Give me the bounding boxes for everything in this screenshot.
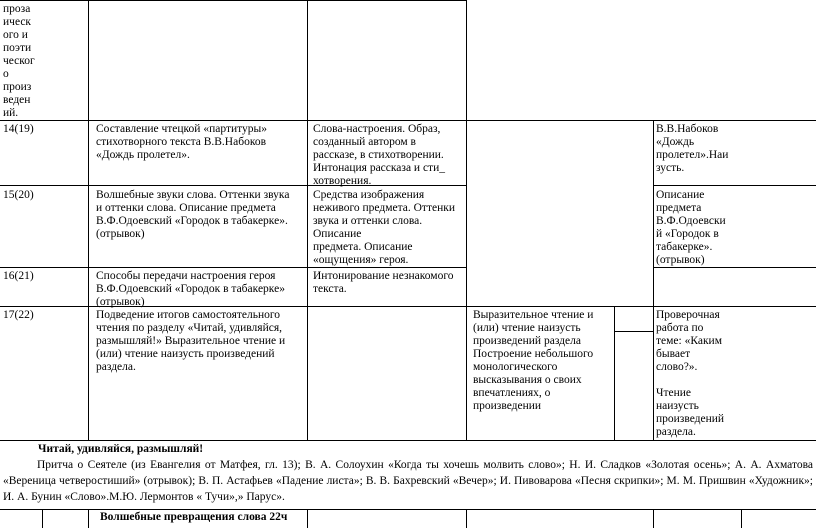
next-section-col-4	[466, 509, 467, 528]
row-border-16	[0, 267, 466, 268]
row-17-control: Проверочная работа по теме: «Каким бывает слово?». Чтение наизусть произведений раздела.	[656, 309, 725, 438]
col-border-1	[88, 0, 89, 440]
col-border-5	[653, 120, 654, 440]
row-14-topic: Составление чтецкой «партитуры» стихотворного текста В.В.Набоков «Дождь пролетел».	[96, 123, 267, 161]
table-bottom-border	[0, 440, 816, 441]
row-17-number: 17(22)	[3, 309, 34, 321]
next-section-title: Волшебные превращения слова 22ч	[100, 511, 288, 523]
next-section-top-border	[0, 509, 816, 510]
col-border-2	[307, 0, 308, 440]
next-section-col-6	[741, 509, 742, 528]
next-section-col-2	[88, 509, 89, 528]
row-15-number: 15(20)	[3, 189, 34, 201]
row-0-first-cell: проза ическ ого и поэти ческог о произ веден ий.	[3, 3, 35, 119]
row-16-number: 16(21)	[3, 270, 34, 282]
row-14-concepts: Слова-настроения. Образ, созданный автором в рассказе, в стихотворении. Интонация рассказа и сти_ хотворения.	[313, 123, 445, 187]
row-border-17-inner	[614, 331, 653, 332]
row-border-14	[0, 120, 816, 121]
row-15-topic: Волшебные звуки слова. Оттенки звука и оттенки слова. Описание предмета В.Ф.Одоевский «Городок в табакерке». (отрывок)	[96, 189, 290, 240]
next-section-col-1	[42, 509, 43, 528]
row-border-15-right	[653, 185, 816, 186]
col-border-4	[614, 306, 615, 440]
row-15-concepts: Средства изображения неживого предмета. Оттенки звука и оттенки слова. Описание предмета. Описание «ощущения» героя.	[313, 189, 455, 266]
row-14-number: 14(19)	[3, 123, 34, 135]
row-15-homework: Описание предмета В.Ф.Одоевски й «Городок в табакерке». (отрывок)	[656, 189, 726, 266]
row-17-topic: Подведение итогов самостоятельного чтения по разделу «Читай, удивляйся, размышляй!» Выразительное чтение и (или) чтение наизусть произведений раздела.	[96, 309, 286, 373]
row-border-16-right	[653, 267, 816, 268]
section-title: Читай, удивляйся, размышляй!	[38, 443, 204, 455]
table-top-border	[0, 0, 466, 1]
row-16-concepts: Интонирование незнакомого текста.	[313, 270, 454, 295]
row-16-topic: Способы передачи настроения героя В.Ф.Одоевский «Городок в табакерке» (отрывок)	[96, 270, 285, 308]
next-section-col-3	[307, 509, 308, 528]
col-border-3	[466, 0, 467, 440]
row-14-homework: В.В.Набоков «Дождь пролетел».Наи зусть.	[656, 123, 729, 174]
next-section-col-5	[653, 509, 654, 528]
section-reading-list: Притча о Сеятеле (из Евангелия от Матфея, гл. 13); В. А. Солоухин «Когда ты хочешь молвить слово»; Н. И. Сладков «Золотая осень»; А. А. Ахматова «Вереница четверостиший» (отрывок); В. П. Астафьев «Падение листа»; В. В. Бахревский «Вечер»; И. Пивоварова «Песня скрипки»; М. М. Пришвин «Художник»; И. А. Бунин «Слово».М.Ю. Лермонтов « Тучи»,» Парус».	[3, 459, 813, 503]
row-17-skills: Выразительное чтение и (или) чтение наизусть произведений раздела Построение небольшого монологического высказывания о своих впечатлениях, о произведении	[473, 309, 594, 412]
